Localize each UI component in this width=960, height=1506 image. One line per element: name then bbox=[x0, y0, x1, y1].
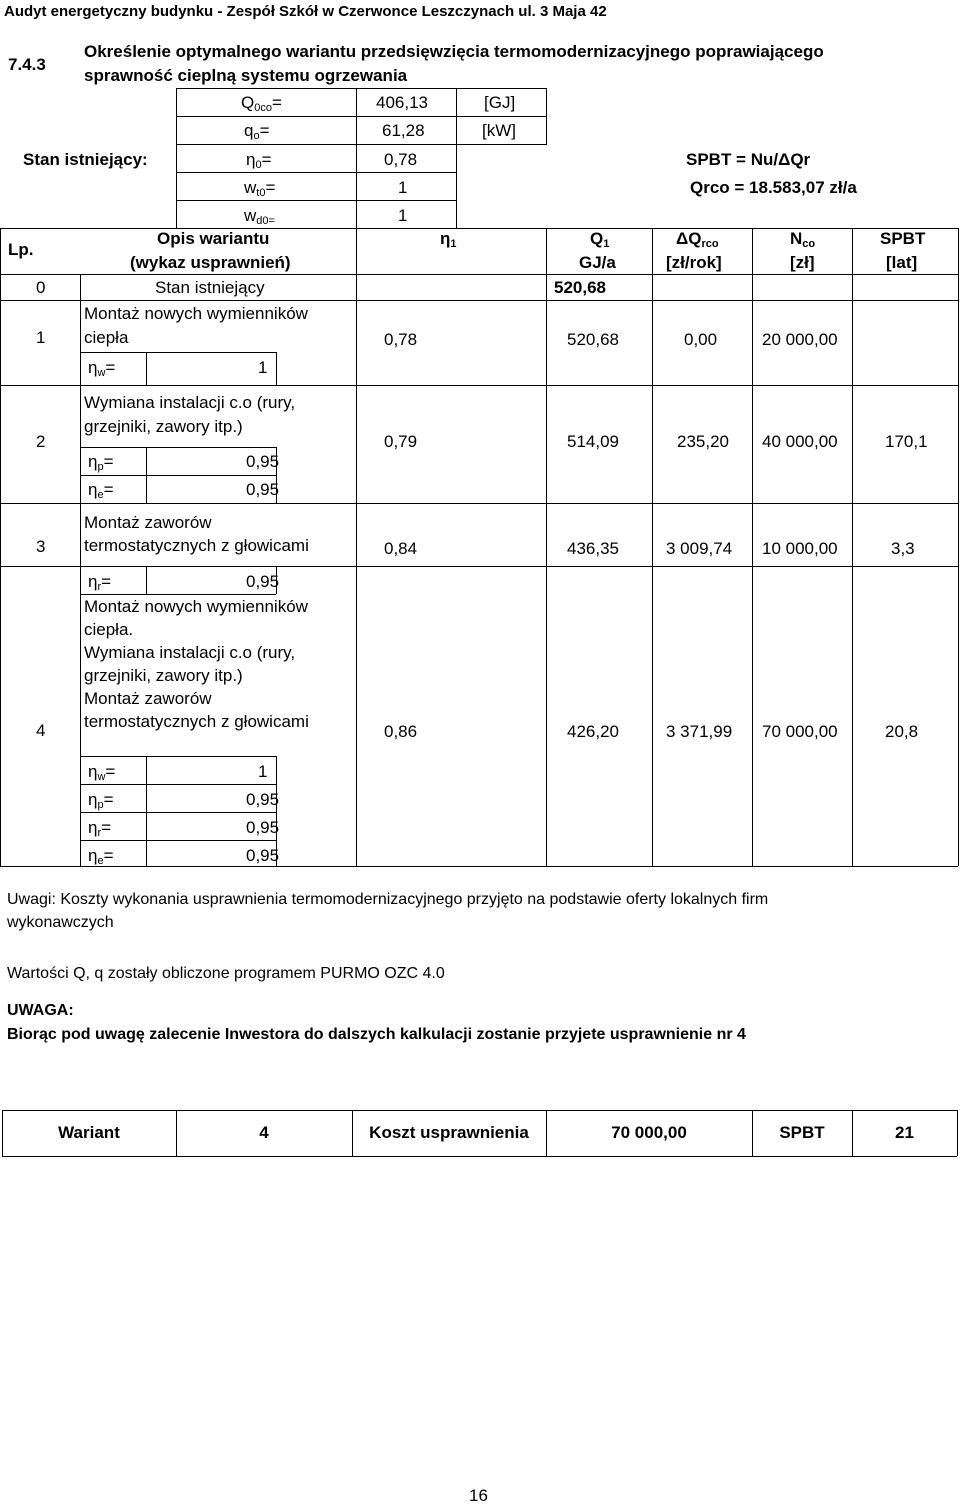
row2-q1: 514,09 bbox=[567, 432, 619, 451]
row4-eta-r-top: $\eta_r=$ bbox=[88, 572, 112, 593]
row2-eta1: 0,79 bbox=[384, 432, 418, 451]
row2-opis-line2: grzejniki, zawory itp.) bbox=[84, 417, 243, 436]
param-qo-value: 61,28 bbox=[382, 121, 425, 140]
row3-opis-line1: Montaż zaworów bbox=[84, 513, 212, 532]
summary-wariant-value: 4 bbox=[259, 1123, 269, 1142]
row3-eta1: 0,84 bbox=[384, 539, 418, 558]
row2-dq: 235,20 bbox=[677, 432, 729, 451]
row2-eta-e: $\eta_e=$ bbox=[88, 480, 114, 501]
param-qo-unit: [kW] bbox=[482, 121, 516, 140]
col-q1-unit: GJ/a bbox=[579, 253, 616, 272]
row3-q1: 436,35 bbox=[567, 539, 619, 558]
summary-spbt-label: SPBT bbox=[779, 1123, 825, 1142]
row4-q1: 426,20 bbox=[567, 722, 619, 741]
param-q0co-value: 406,13 bbox=[376, 93, 428, 112]
col-spbt-unit: [lat] bbox=[886, 253, 918, 272]
param-qo: $q_o=$ bbox=[244, 121, 270, 142]
param-wt0-value: 1 bbox=[398, 178, 408, 197]
row1-q1: 520,68 bbox=[567, 330, 619, 349]
spbt-formula: SPBT = Nu/ΔQr bbox=[686, 150, 811, 169]
row4-opis-line5: Montaż zaworów bbox=[84, 689, 212, 708]
note-uwagi-line1: Uwagi: Koszty wykonania usprawnienia termomodernizacyjnego przyjęto na podstawie oferty lokalnych firm bbox=[7, 891, 769, 908]
row4-opis-line2: ciepła. bbox=[84, 620, 134, 639]
row3-lp: 3 bbox=[36, 537, 46, 556]
row4-eta-p-value: 0,95 bbox=[246, 790, 280, 809]
row1-opis-line1: Montaż nowych wymienników bbox=[84, 304, 308, 323]
summary-wariant-label: Wariant bbox=[58, 1123, 120, 1142]
col-dq: $\Delta Q_{rco}$ bbox=[676, 229, 719, 250]
row0-q1: 520,68 bbox=[554, 278, 606, 297]
row4-spbt: 20,8 bbox=[885, 722, 919, 741]
row4-opis-line1: Montaż nowych wymienników bbox=[84, 597, 308, 616]
document-header: Audyt energetyczny budynku - Zespół Szkół w Czerwonce Leszczynach ul. 3 Maja 42 bbox=[4, 3, 607, 20]
row3-spbt: 3,3 bbox=[891, 539, 915, 558]
summary-koszt-label: Koszt usprawnienia bbox=[369, 1123, 529, 1142]
row0-opis: Stan istniejący bbox=[155, 278, 265, 297]
row4-eta-p: $\eta_p=$ bbox=[88, 790, 114, 811]
row4-nco: 70 000,00 bbox=[762, 722, 838, 741]
row4-eta-r: $\eta_r=$ bbox=[88, 818, 112, 839]
col-q1: $Q_1$ bbox=[590, 229, 610, 250]
row2-nco: 40 000,00 bbox=[762, 432, 838, 451]
param-wd0: $w_{d0=}$ bbox=[244, 206, 275, 227]
row4-opis-line6: termostatycznych z głowicami bbox=[84, 712, 309, 731]
row2-eta-p: $\eta_p=$ bbox=[88, 452, 114, 473]
qrco-value: Qrco = 18.583,07 zł/a bbox=[690, 178, 857, 197]
param-q0co: $Q_{0co}=$ bbox=[241, 93, 282, 114]
summary-spbt-value: 21 bbox=[895, 1123, 914, 1142]
row3-nco: 10 000,00 bbox=[762, 539, 838, 558]
col-opis-sub: (wykaz usprawnień) bbox=[130, 253, 291, 272]
row2-eta-p-value: 0,95 bbox=[246, 452, 280, 471]
param-eta0-value: 0,78 bbox=[384, 150, 418, 169]
row4-opis-line4: grzejniki, zawory itp.) bbox=[84, 666, 243, 685]
row4-dq: 3 371,99 bbox=[666, 722, 733, 741]
row2-lp: 2 bbox=[36, 432, 46, 451]
row2-opis-line1: Wymiana instalacji c.o (rury, bbox=[84, 393, 296, 412]
param-q0co-unit: [GJ] bbox=[484, 93, 516, 112]
section-number: 7.4.3 bbox=[8, 55, 46, 74]
row1-eta1: 0,78 bbox=[384, 330, 418, 349]
page-number: 16 bbox=[469, 1486, 488, 1505]
col-lp: Lp. bbox=[8, 240, 34, 259]
stan-istniejacy-label: Stan istniejący: bbox=[23, 150, 148, 169]
note-uwagi-line2: wykonawczych bbox=[7, 914, 114, 931]
row2-spbt: 170,1 bbox=[885, 432, 928, 451]
section-title-line1: Określenie optymalnego wariantu przedsięwzięcia termomodernizacyjnego poprawiającego bbox=[84, 42, 824, 61]
col-eta1: $\eta_1$ bbox=[440, 229, 457, 250]
row4-eta-r-top-value: 0,95 bbox=[246, 572, 280, 591]
row4-eta-w-value: 1 bbox=[258, 762, 268, 781]
row4-eta-r-value: 0,95 bbox=[246, 818, 280, 837]
row3-opis-line2: termostatycznych z głowicami bbox=[84, 536, 309, 555]
col-opis: Opis wariantu bbox=[157, 229, 270, 248]
col-spbt: SPBT bbox=[880, 229, 926, 248]
note-uwaga-text: Biorąc pod uwagę zalecenie Inwestora do dalszych kalkulacji zostanie przyjete usprawnienie nr 4 bbox=[7, 1026, 746, 1043]
row1-eta-w-value: 1 bbox=[258, 358, 268, 377]
row0-lp: 0 bbox=[36, 278, 46, 297]
row1-nco: 20 000,00 bbox=[762, 330, 838, 349]
param-eta0: $\eta_0=$ bbox=[246, 150, 272, 171]
row2-eta-e-value: 0,95 bbox=[246, 480, 280, 499]
row4-eta-e: $\eta_e=$ bbox=[88, 846, 114, 867]
summary-koszt-value: 70 000,00 bbox=[611, 1123, 687, 1142]
col-dq-unit: [zł/rok] bbox=[666, 253, 722, 272]
row3-dq: 3 009,74 bbox=[666, 539, 733, 558]
row4-eta1: 0,86 bbox=[384, 722, 418, 741]
row1-opis-line2: ciepła bbox=[84, 328, 129, 347]
row1-dq: 0,00 bbox=[684, 330, 718, 349]
row1-lp: 1 bbox=[36, 328, 46, 347]
param-wd0-value: 1 bbox=[398, 206, 408, 225]
param-wt0: $w_{t0}=$ bbox=[244, 178, 276, 199]
col-nco: $N_{co}$ bbox=[790, 229, 816, 250]
row4-lp: 4 bbox=[36, 721, 46, 740]
row4-eta-e-value: 0,95 bbox=[246, 846, 280, 865]
note-wartosci: Wartości Q, q zostały obliczone programem PURMO OZC 4.0 bbox=[7, 965, 445, 982]
note-uwaga-label: UWAGA: bbox=[7, 1002, 74, 1019]
section-title-line2: sprawność cieplną systemu ogrzewania bbox=[84, 66, 408, 85]
row1-eta-w: $\eta_w=$ bbox=[88, 358, 116, 379]
row4-opis-line3: Wymiana instalacji c.o (rury, bbox=[84, 643, 296, 662]
row4-eta-w: $\eta_w=$ bbox=[88, 762, 116, 783]
col-nco-unit: [zł] bbox=[790, 253, 815, 272]
